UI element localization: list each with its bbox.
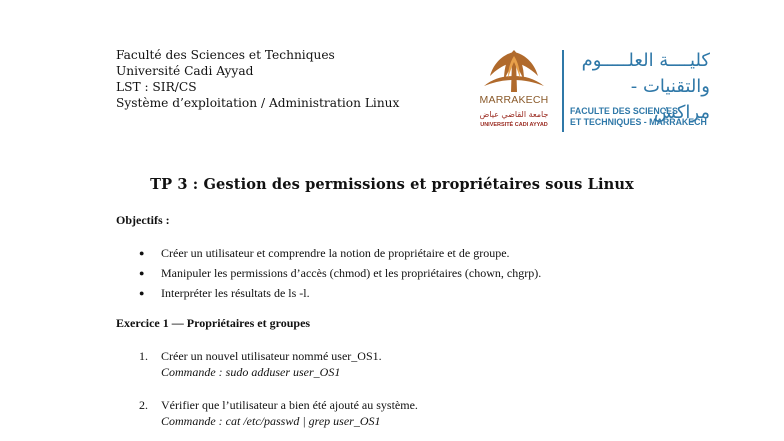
objectives-heading: Objectifs :: [116, 213, 170, 227]
step-number: 1.: [139, 349, 148, 363]
objective-text: Créer un utilisateur et comprendre la notion de propriétaire et de groupe.: [161, 246, 510, 260]
list-item: [139, 263, 759, 283]
header-line-university: Université Cadi Ayyad: [116, 64, 254, 78]
header-line-program: LST : SIR/CS: [116, 80, 197, 94]
objective-text: Manipuler les permissions d’accès (chmod) et les propriétaires (chown, chgrp).: [161, 266, 542, 280]
step-command: Commande : sudo adduser user_OS1: [161, 365, 341, 379]
step-text: Créer un nouvel utilisateur nommé user_OS1.: [161, 349, 382, 363]
faculty-logo: [474, 46, 774, 136]
step-item: [139, 348, 759, 380]
university-emblem: [474, 46, 554, 136]
list-item: [139, 243, 759, 263]
bullet-icon: ●: [139, 248, 145, 258]
exercise-steps: [139, 348, 759, 441]
document-title: TP 3 : Gestion des permissions et propriétaires sous Linux: [150, 176, 634, 193]
step-item: [139, 397, 759, 429]
step-command: Commande : cat /etc/passwd | grep user_OS1: [161, 414, 381, 428]
header-line-faculty: Faculté des Sciences et Techniques: [116, 48, 335, 62]
exercise-heading: Exercice 1 — Propriétaires et groupes: [116, 316, 311, 330]
list-item: [139, 283, 759, 303]
logo-divider: [562, 50, 564, 132]
arabic-title-line-1: كليــــة العلـــــوم: [581, 50, 710, 71]
objective-text: Interpréter les résultats de ls -l.: [161, 286, 310, 300]
arabic-title-line-2: والتقنيات - مراكش: [630, 76, 710, 123]
header-line-course: Système d’exploitation / Administration Linux: [116, 96, 400, 110]
objectives-list: [139, 243, 759, 303]
french-faculty-title: [570, 106, 770, 128]
emblem-university-text: UNIVERSITÉ CADI AYYAD: [480, 122, 548, 128]
institution-header: [116, 47, 399, 111]
palm-emblem-icon: [474, 46, 554, 96]
emblem-city-text: MARRAKECH: [479, 94, 549, 106]
emblem-arabic-text: جامعة القاضي عياض: [479, 110, 549, 119]
step-text: Vérifier que l’utilisateur a bien été ajouté au système.: [161, 398, 418, 412]
bullet-icon: ●: [139, 288, 145, 298]
french-title-line-2: ET TECHNIQUES - MARRAKECH: [570, 117, 707, 127]
bullet-icon: ●: [139, 268, 145, 278]
step-number: 2.: [139, 398, 148, 412]
french-title-line-1: FACULTE DES SCIENCES: [570, 106, 678, 116]
